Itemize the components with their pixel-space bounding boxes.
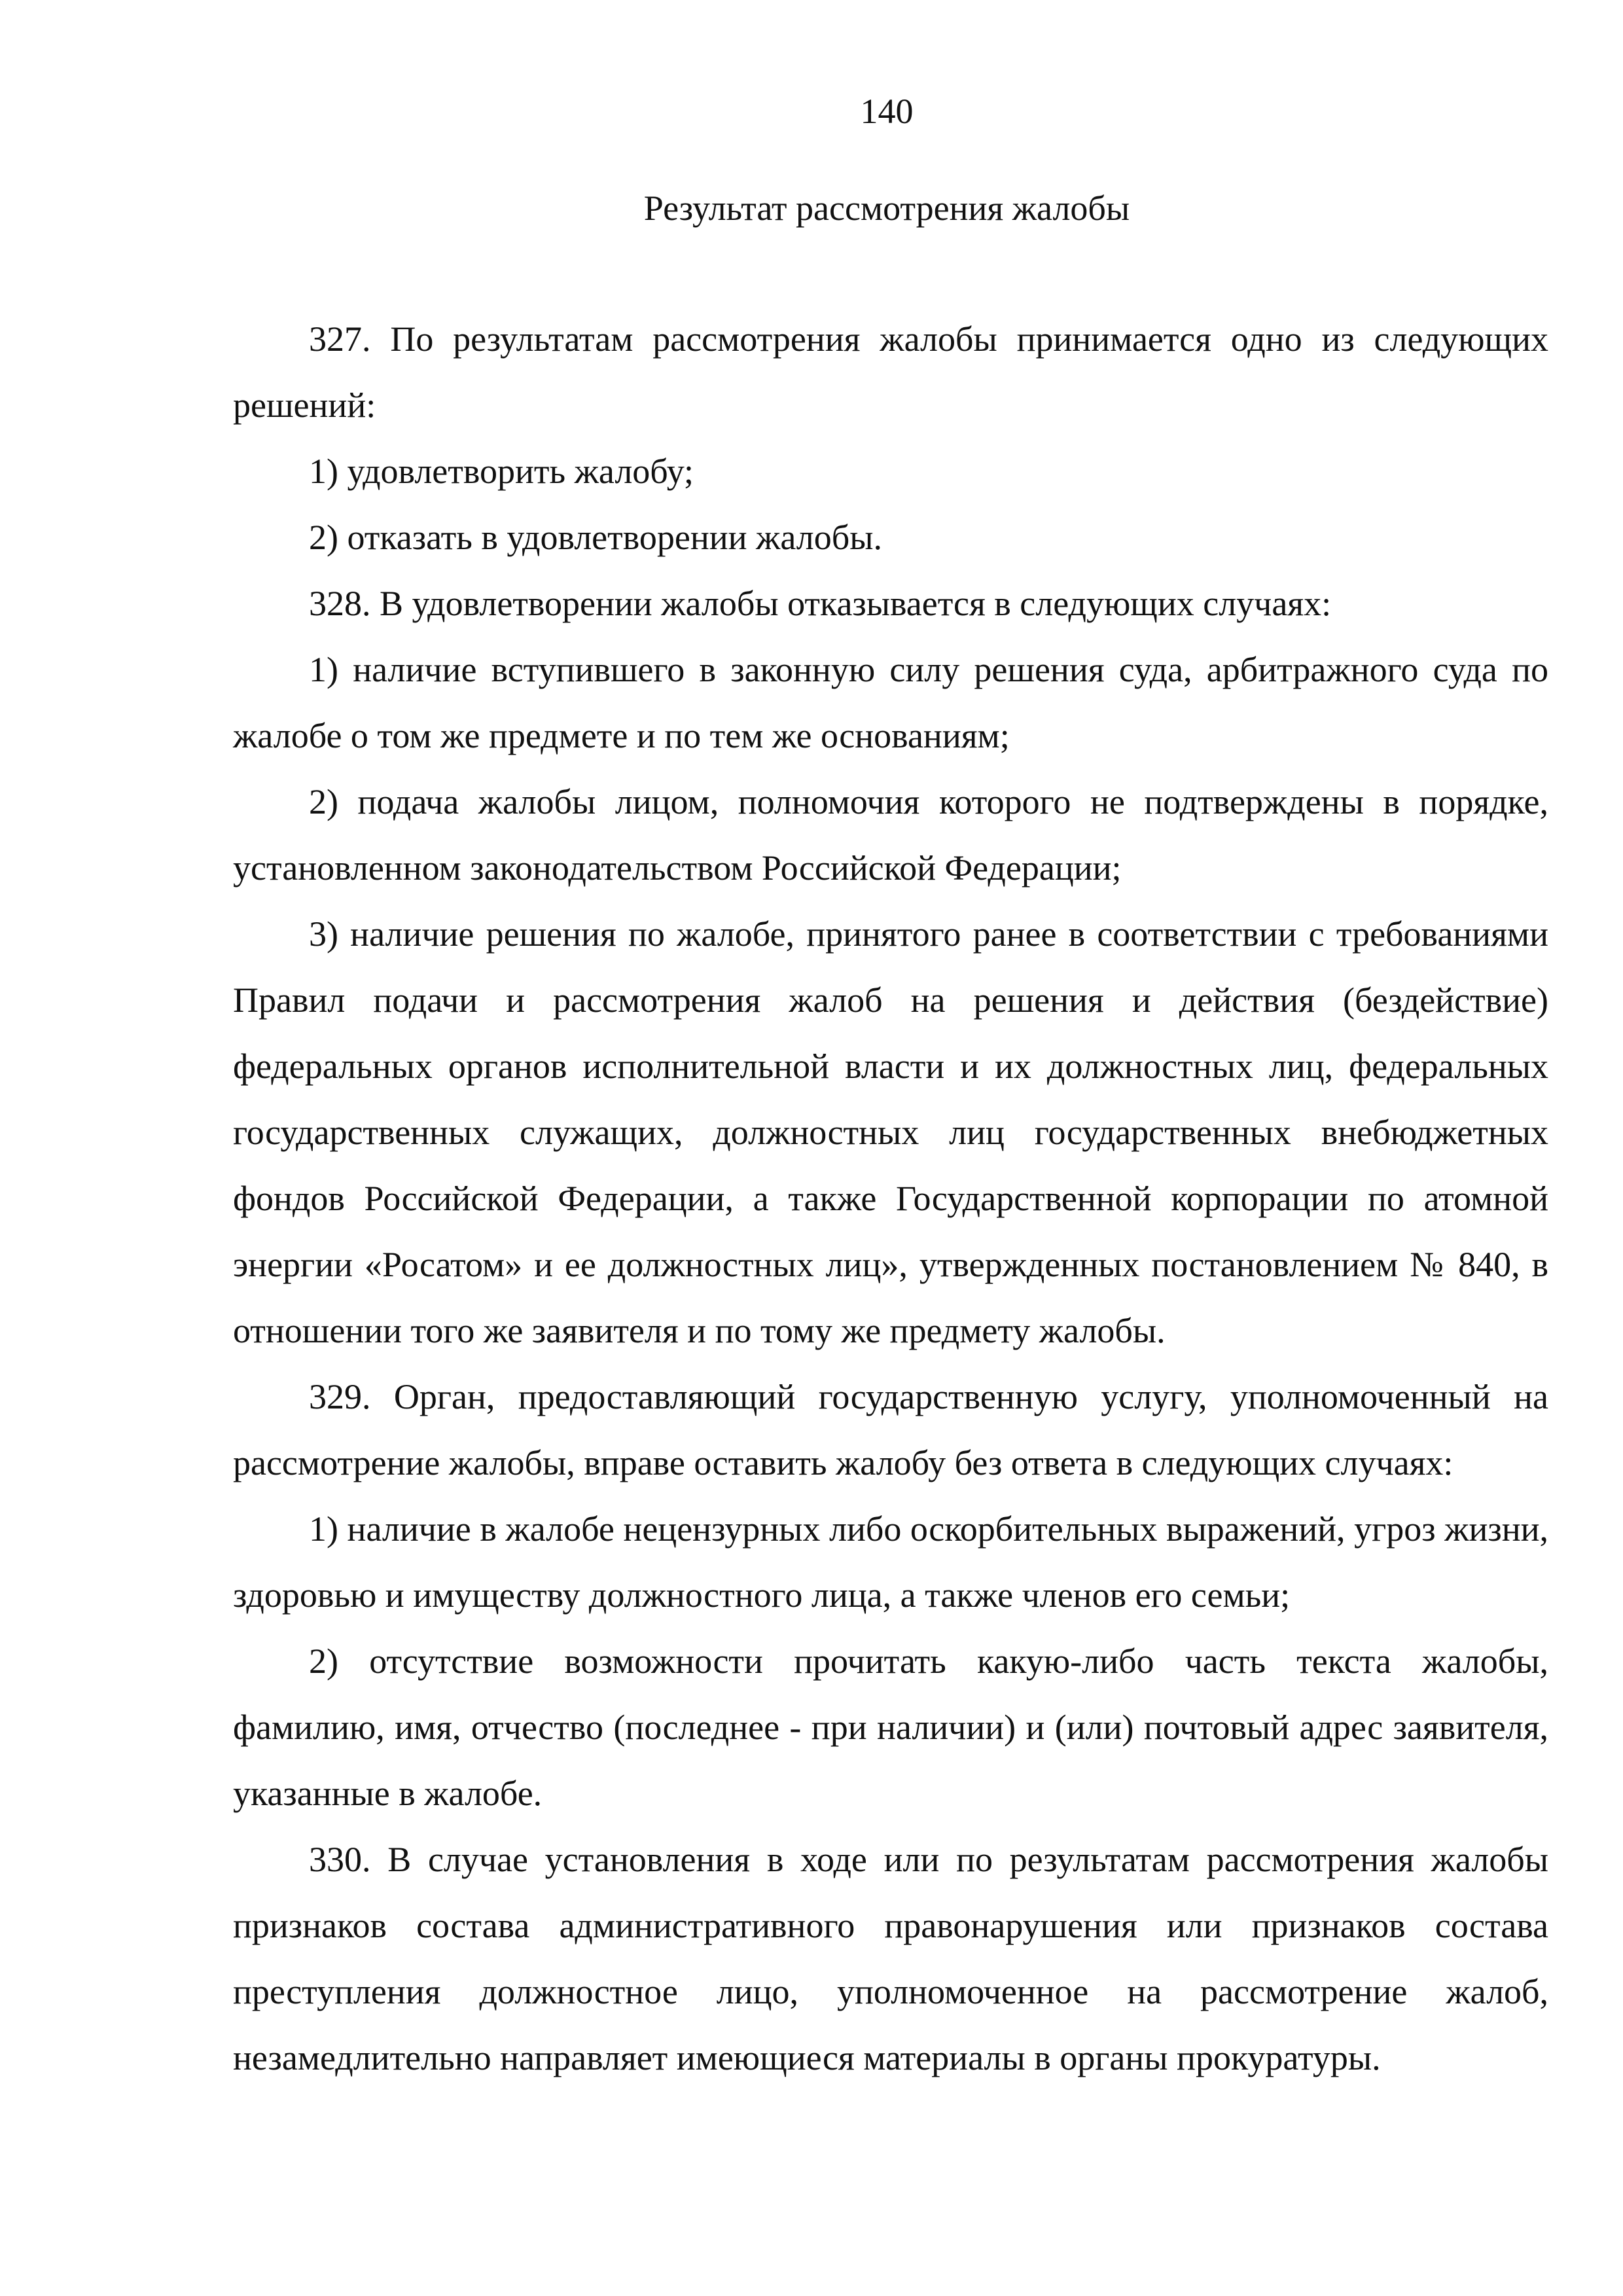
paragraph-329: 329. Орган, предоставляющий государственную услугу, уполномоченный на рассмотрение жалобы, вправе оставить жалобу без ответа в следующих случаях: — [233, 1377, 1548, 1482]
paragraph-328-item-3: 3) наличие решения по жалобе, принятого ранее в соответствии с требованиями Правил подачи и рассмотрения жалоб на решения и действия (бездействие) федеральных органов исполнительной власти и их должностных лиц, федеральных государственных служащих, должностных лиц государственных внебюджетных фондов Российской Федерации, а также Государственной корпорации по атомной энергии «Росатом» и ее должностных лиц», утвержденных постановлением № 840, в отношении того же заявителя и по тому же предмету жалобы. — [233, 914, 1548, 1350]
paragraph-327-item-2: 2) отказать в удовлетворении жалобы. — [309, 518, 882, 557]
paragraph-328: 328. В удовлетворении жалобы отказывается в следующих случаях: — [309, 584, 1332, 623]
document-body — [233, 306, 1548, 2091]
paragraph-327: 327. По результатам рассмотрения жалобы принимается одно из следующих решений: — [233, 319, 1548, 425]
page-number: 140 — [860, 92, 914, 131]
section-title: Результат рассмотрения жалобы — [643, 188, 1130, 228]
paragraph-328-item-2: 2) подача жалобы лицом, полномочия которого не подтверждены в порядке, установленном законодательством Российской Федерации; — [233, 782, 1548, 888]
paragraph-328-item-1: 1) наличие вступившего в законную силу решения суда, арбитражного суда по жалобе о том же предмете и по тем же основаниям; — [233, 650, 1548, 755]
paragraph-330: 330. В случае установления в ходе или по результатам рассмотрения жалобы признаков состава административного правонарушения или признаков состава преступления должностное лицо, уполномоченное на рассмотрение жалоб, незамедлительно направляет имеющиеся материалы в органы прокуратуры. — [233, 1840, 1548, 2077]
paragraph-329-item-1: 1) наличие в жалобе нецензурных либо оскорбительных выражений, угроз жизни, здоровью и имуществу должностного лица, а также членов его семьи; — [233, 1509, 1548, 1615]
paragraph-329-item-2: 2) отсутствие возможности прочитать какую-либо часть текста жалобы, фамилию, имя, отчество (последнее - при наличии) и (или) почтовый адрес заявителя, указанные в жалобе. — [233, 1641, 1548, 1813]
paragraph-327-item-1: 1) удовлетворить жалобу; — [309, 452, 694, 491]
